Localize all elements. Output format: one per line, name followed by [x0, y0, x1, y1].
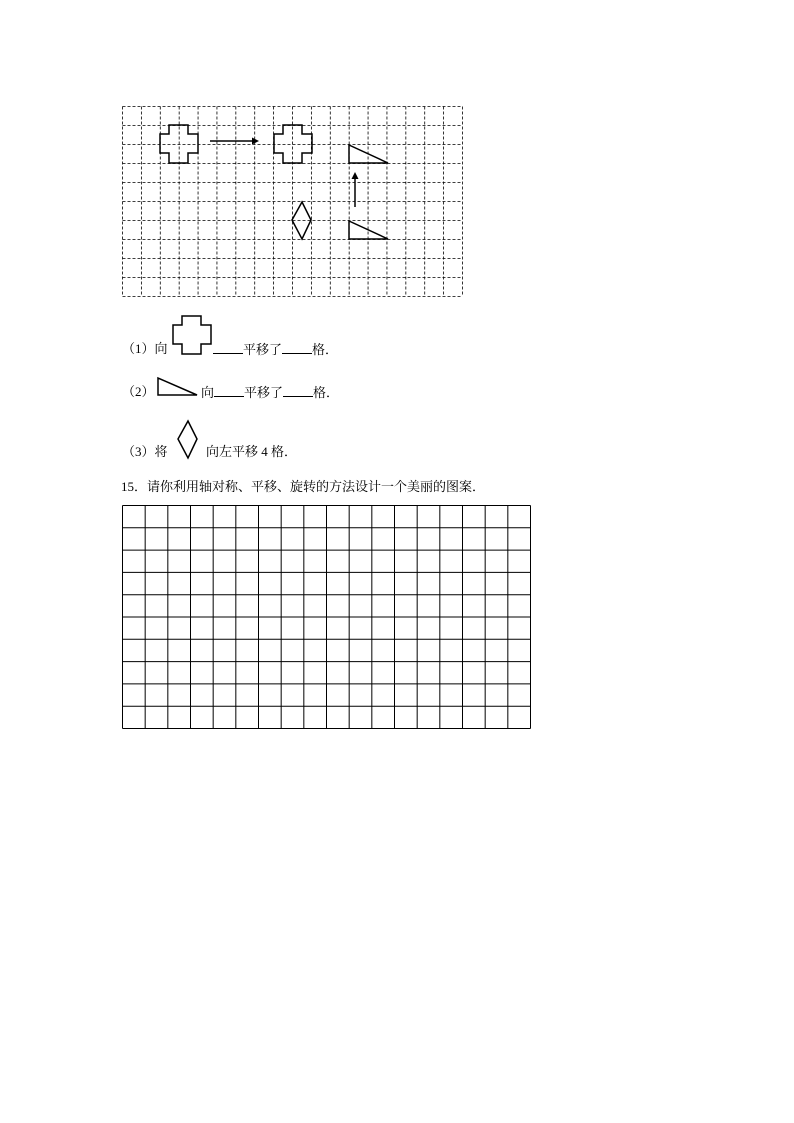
- q2-prefix: （2）: [122, 384, 155, 399]
- q2-suffix: 格．: [313, 385, 340, 400]
- diamond-icon-inline: [177, 420, 199, 460]
- triangle-icon-inline: [157, 377, 199, 397]
- q2-blank-direction[interactable]: [214, 384, 244, 397]
- solid-grid: [123, 506, 531, 729]
- question-2-rest: [201, 384, 339, 401]
- q3-suffix: 向左平移 4 格．: [206, 444, 298, 459]
- question-15: [121, 479, 485, 495]
- cross-shape-moved: [274, 125, 312, 163]
- q1-blank-direction[interactable]: [213, 341, 243, 354]
- q1-prefix: （1）向: [122, 341, 168, 356]
- q1-blank-count[interactable]: [282, 341, 312, 354]
- question-3: [122, 444, 168, 460]
- q2-middle: 平移了: [244, 385, 284, 400]
- q3-prefix: （3）将: [122, 444, 168, 459]
- cross-icon-inline: [172, 315, 212, 355]
- question-1-rest: [213, 341, 338, 358]
- arrow-right-head: [252, 138, 259, 145]
- dashed-grid: [123, 107, 463, 297]
- question-1: [122, 341, 168, 357]
- translation-figure: [122, 106, 464, 298]
- arrow-up-head: [352, 172, 359, 179]
- q15-text: 15．请你利用轴对称、平移、旋转的方法设计一个美丽的图案．: [121, 479, 486, 494]
- design-grid[interactable]: [122, 505, 531, 730]
- question-2: [122, 384, 155, 400]
- q2-blank-count[interactable]: [283, 384, 313, 397]
- q1-middle: 平移了: [243, 342, 283, 357]
- question-3-rest: [206, 444, 297, 460]
- triangle-bottom: [349, 221, 388, 239]
- triangle-top: [349, 145, 388, 163]
- q2-mid1: 向: [201, 385, 215, 400]
- q1-suffix: 格．: [312, 342, 339, 357]
